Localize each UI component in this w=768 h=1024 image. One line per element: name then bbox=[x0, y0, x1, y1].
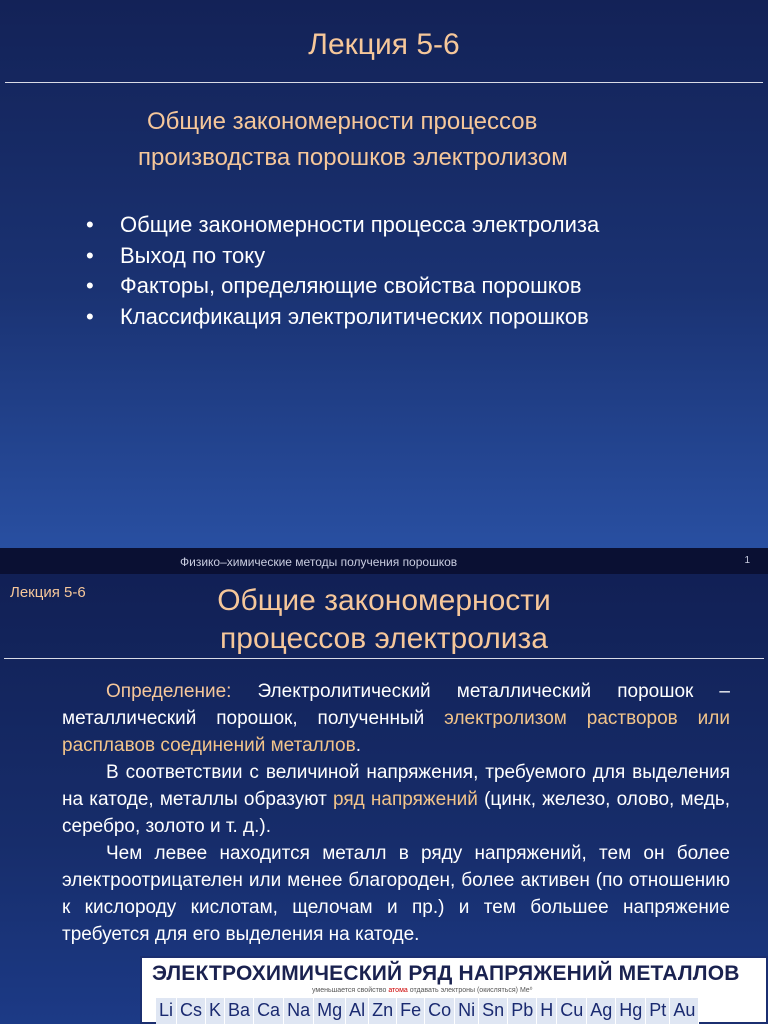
title-divider bbox=[5, 82, 763, 83]
body-text bbox=[62, 678, 730, 948]
series-paragraph bbox=[62, 759, 730, 840]
metal-symbol: Li bbox=[156, 998, 177, 1024]
bullet-icon: • bbox=[86, 273, 94, 298]
highlight-text: электролизом растворов или расплавов соединений металлов bbox=[62, 708, 730, 756]
electrochemical-series-image bbox=[140, 956, 768, 1024]
metal-symbol: Au bbox=[670, 998, 699, 1024]
bullet-icon: • bbox=[86, 212, 94, 237]
metal-symbol: Mg bbox=[314, 998, 346, 1024]
paragraph-text: . bbox=[355, 735, 361, 756]
bullet-icon: • bbox=[86, 303, 94, 329]
slide-2 bbox=[0, 574, 768, 1024]
metal-symbol: Cs bbox=[177, 998, 206, 1024]
metal-symbol: Pb bbox=[508, 998, 537, 1024]
lecture-label: Лекция 5-6 bbox=[10, 584, 86, 601]
paragraph-text: В соответствии с величиной напряжения, требуемого для выделения на катоде, металлы образуют bbox=[62, 762, 730, 810]
metal-symbol: Sn bbox=[479, 998, 508, 1024]
subtitle-line-1: Общие закономерности процессов bbox=[147, 108, 538, 135]
list-item-text: Факторы, определяющие свойства порошков bbox=[120, 273, 582, 298]
subtitle-line-2: производства порошков электролизом bbox=[138, 144, 568, 171]
metal-symbol: Ca bbox=[254, 998, 284, 1024]
title-line-1: Общие закономерности bbox=[217, 584, 551, 617]
slide-title: Лекция 5-6 bbox=[308, 28, 460, 61]
topic-list bbox=[86, 210, 726, 332]
metal-symbol: Al bbox=[346, 998, 369, 1024]
page-number: 1 bbox=[744, 555, 750, 566]
metal-symbol: Na bbox=[284, 998, 314, 1024]
note-text: отдавать электроны (окисляться) Me⁰ bbox=[407, 987, 533, 994]
slide-subtitle bbox=[130, 104, 690, 176]
list-item-text: Общие закономерности процесса электролиза bbox=[120, 212, 600, 237]
metal-symbol: Zn bbox=[369, 998, 397, 1024]
metal-symbol: Co bbox=[425, 998, 455, 1024]
list-item bbox=[86, 241, 726, 272]
paragraph-text: Чем левее находится металл в ряду напряжений, тем он более электроотрицателен или менее благороден, более активен (по отношению к кислороду кислотам, щелочам и пр.) и тем большее напряжение требуется для его выделения на катоде. bbox=[62, 843, 730, 945]
series-title: ЭЛЕКТРОХИМИЧЕСКИЙ РЯД НАПРЯЖЕНИЙ МЕТАЛЛОВ bbox=[152, 962, 740, 985]
definition-paragraph bbox=[62, 678, 730, 759]
series-note bbox=[312, 986, 533, 994]
metal-symbol: Ni bbox=[455, 998, 479, 1024]
title-line-2: процессов электролиза bbox=[220, 622, 548, 655]
list-item-text: Классификация электролитических порошков bbox=[120, 303, 589, 329]
metal-symbol: H bbox=[537, 998, 557, 1024]
bullet-icon: • bbox=[86, 242, 94, 268]
note-text: уменьшается свойство bbox=[312, 987, 389, 994]
footer-text: Физико–химические методы получения порошков bbox=[180, 555, 458, 569]
title-divider bbox=[4, 658, 764, 659]
metal-symbol: Cu bbox=[557, 998, 587, 1024]
metal-symbol: K bbox=[206, 998, 225, 1024]
metal-symbol: Ba bbox=[225, 998, 254, 1024]
paragraph-text: (цинк, железо, олово, медь, серебро, золото и т. д.). bbox=[62, 789, 730, 837]
note-highlight: атома bbox=[388, 987, 408, 994]
metal-symbol: Fe bbox=[397, 998, 425, 1024]
list-item bbox=[86, 210, 726, 241]
slide-title bbox=[150, 582, 618, 658]
metal-symbol: Hg bbox=[616, 998, 646, 1024]
metal-symbol: Pt bbox=[646, 998, 670, 1024]
list-item-text: Выход по току bbox=[120, 242, 266, 268]
list-item bbox=[86, 302, 726, 333]
metal-symbol: Ag bbox=[587, 998, 616, 1024]
paragraph-text: Электролитический металлический порошок – металлический порошок, полученный bbox=[62, 681, 730, 729]
activity-paragraph bbox=[62, 840, 730, 948]
metal-list bbox=[156, 998, 699, 1024]
highlight-text: ряд напряжений bbox=[333, 789, 478, 810]
slide-footer bbox=[0, 548, 768, 574]
list-item bbox=[86, 271, 726, 302]
definition-label: Определение: bbox=[106, 681, 232, 702]
